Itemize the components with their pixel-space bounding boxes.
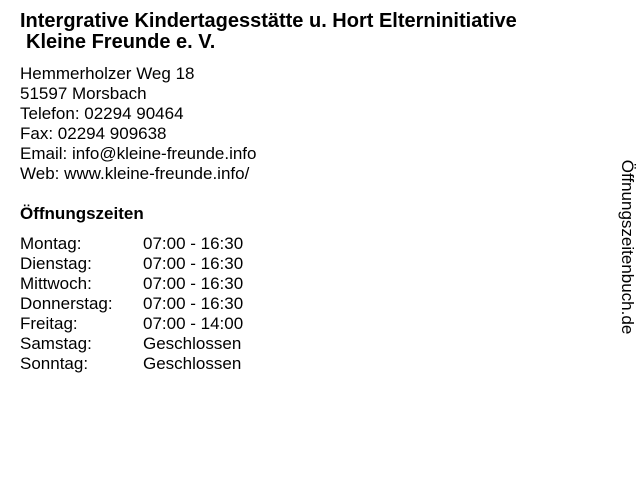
hours-time: 07:00 - 14:00 <box>143 314 244 333</box>
email: Email: info@kleine-freunde.info <box>20 144 257 163</box>
phone: Telefon: 02294 90464 <box>20 104 184 123</box>
hours-day: Samstag: <box>20 334 92 353</box>
hours-time: 07:00 - 16:30 <box>143 274 244 293</box>
business-title <box>20 11 630 53</box>
hours-day: Donnerstag: <box>20 294 113 313</box>
city: 51597 Morsbach <box>20 84 147 103</box>
hours-time: Geschlossen <box>143 334 242 353</box>
hours-heading: Öffnungszeiten <box>20 204 144 223</box>
business-title-line-2: Kleine Freunde e. V. <box>26 31 216 53</box>
hours-day: Dienstag: <box>20 254 92 273</box>
watermark-text: Öffnungszeitenbuch.de <box>618 159 637 335</box>
address-block <box>20 64 257 184</box>
hours-time: Geschlossen <box>143 354 242 373</box>
hours-day: Mittwoch: <box>20 274 92 293</box>
hours-time: 07:00 - 16:30 <box>143 294 244 313</box>
hours-time: 07:00 - 16:30 <box>143 234 244 253</box>
hours-day: Sonntag: <box>20 354 89 373</box>
hours-day: Montag: <box>20 234 82 253</box>
website: Web: www.kleine-freunde.info/ <box>20 164 250 183</box>
hours-day: Freitag: <box>20 314 78 333</box>
street: Hemmerholzer Weg 18 <box>20 64 195 83</box>
business-title-line-1: Intergrative Kindertagesstätte u. Hort Elterninitiative <box>20 10 517 32</box>
hours-time: 07:00 - 16:30 <box>143 254 244 273</box>
fax: Fax: 02294 909638 <box>20 124 167 143</box>
